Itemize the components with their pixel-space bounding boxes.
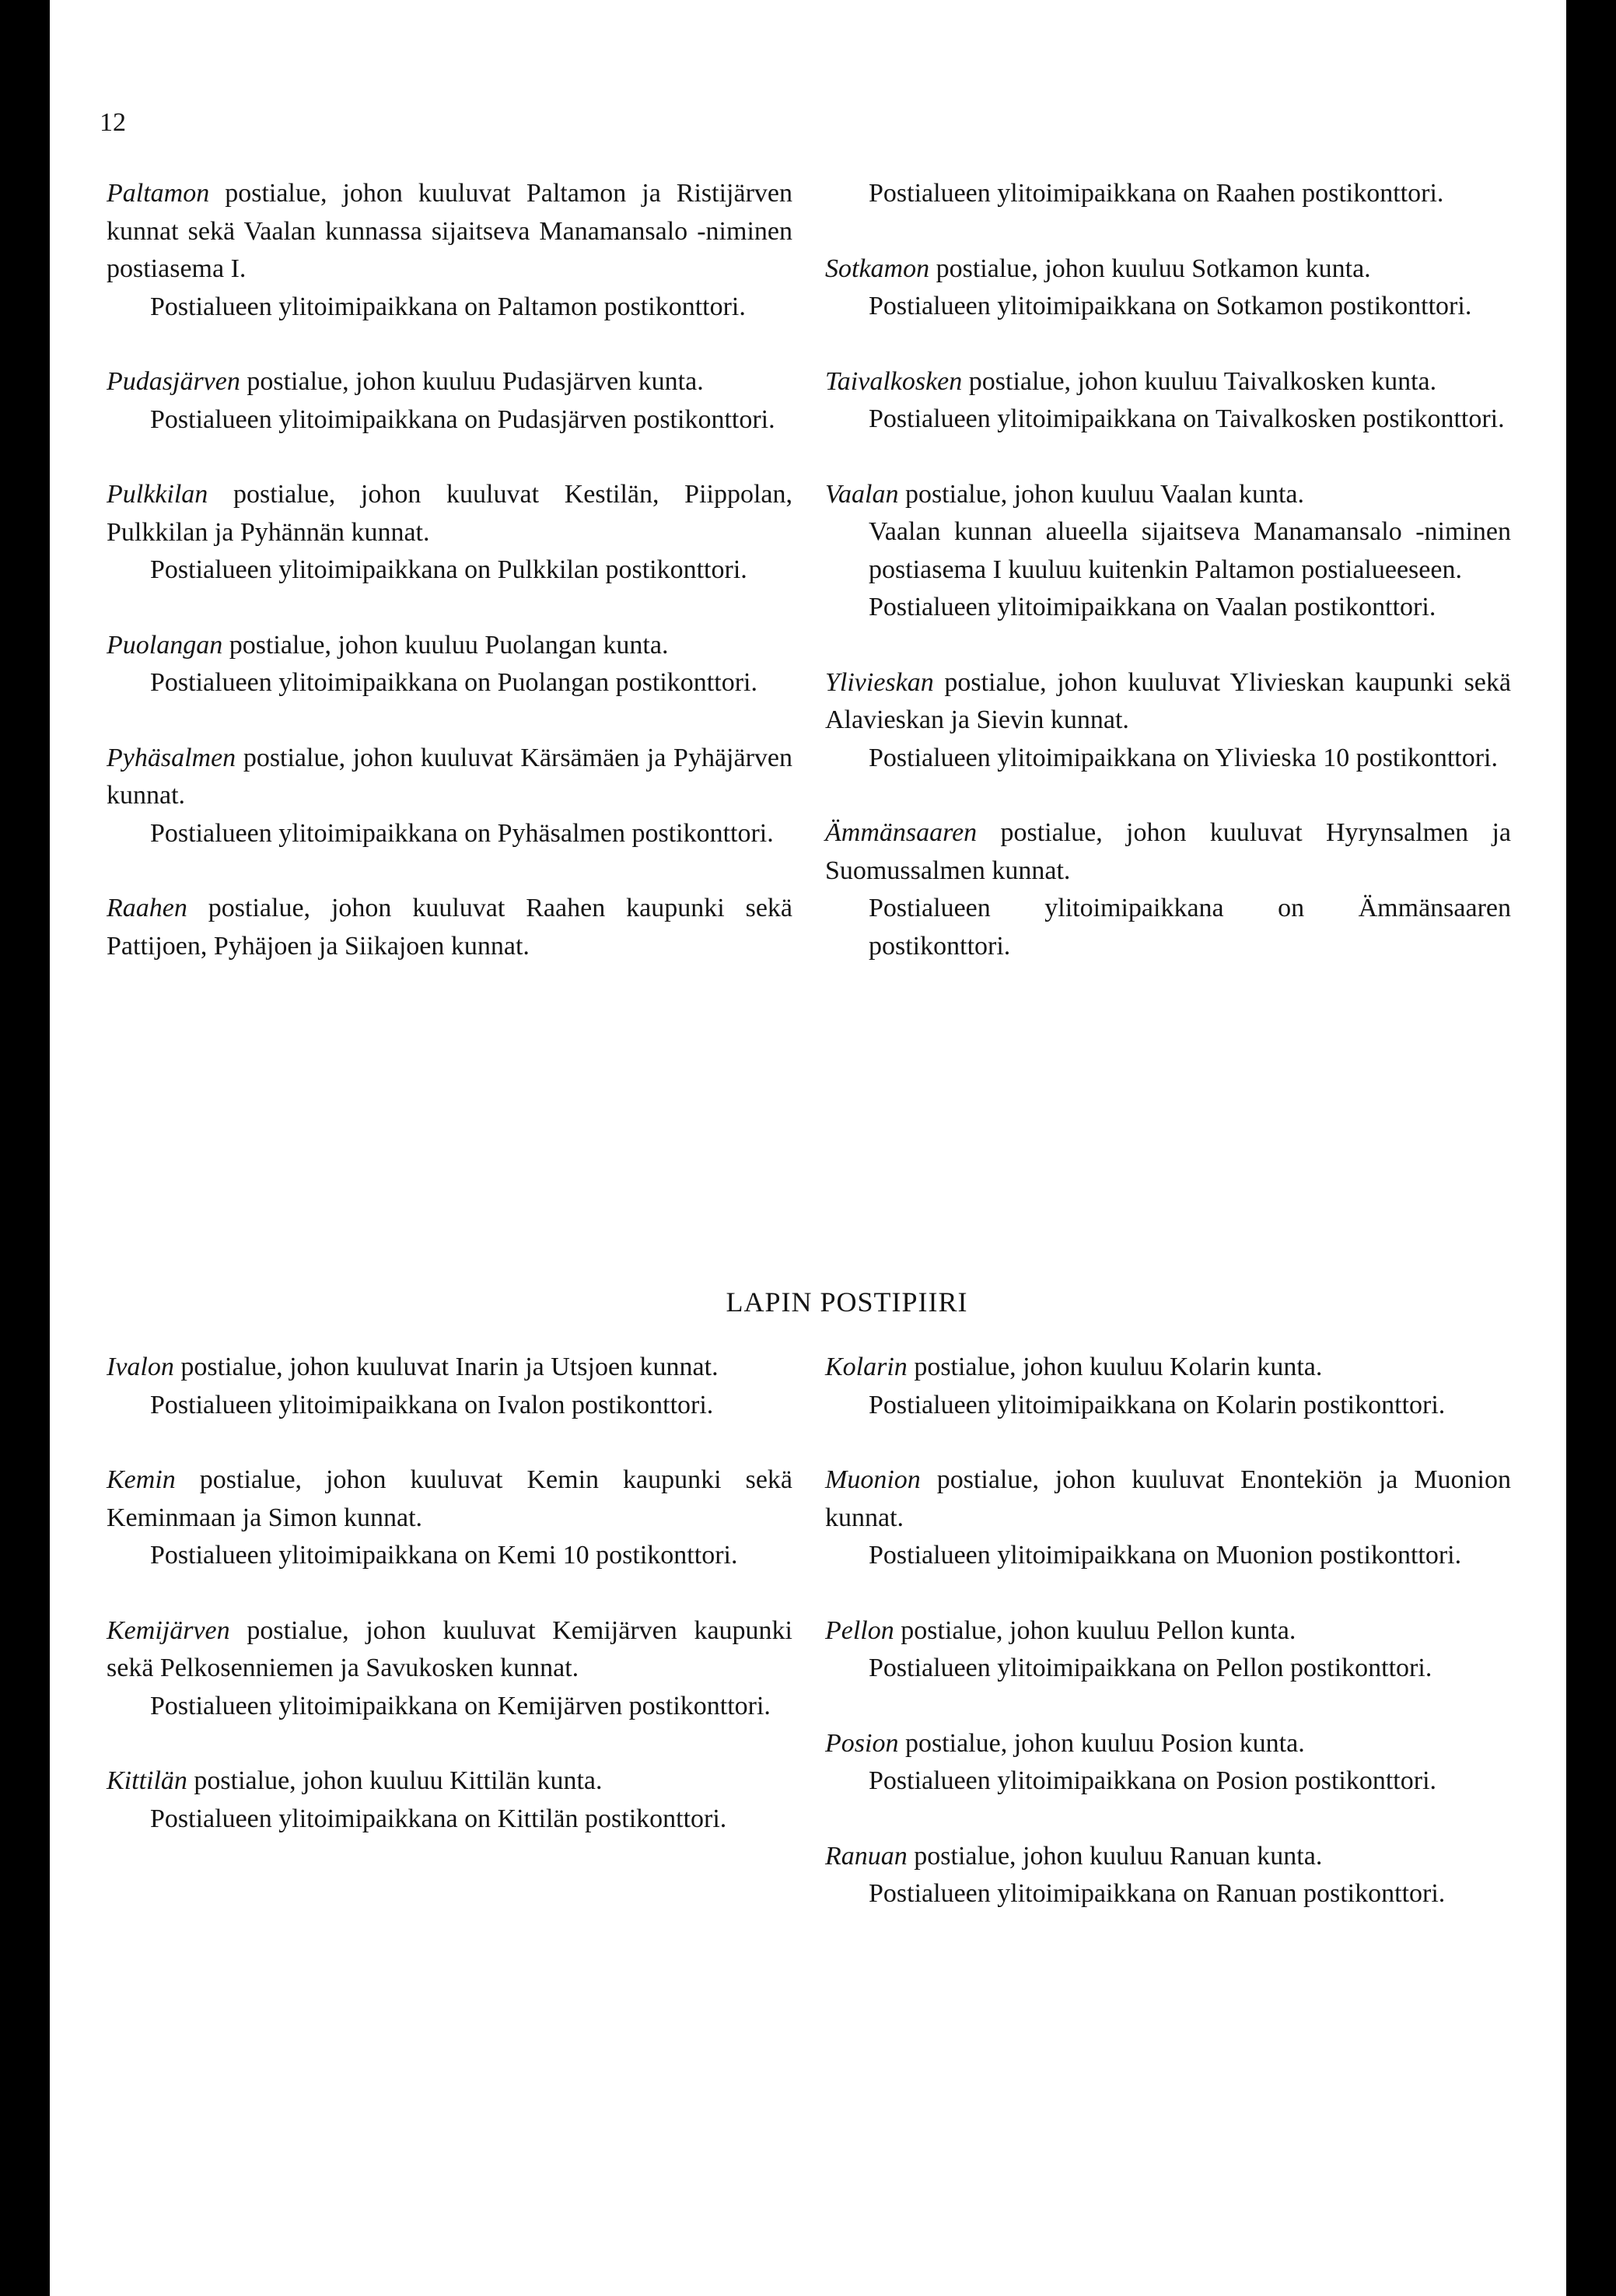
entry-name: Ivalon xyxy=(107,1353,174,1381)
entry-intro-text: postialue, johon kuuluu Posion kunta. xyxy=(904,1728,1305,1758)
entry-detail: Postialueen ylitoimipaikkana on Sotkamon postikonttori. xyxy=(869,292,1472,320)
entry-intro xyxy=(107,890,792,965)
entry-name: Ämmänsaaren xyxy=(825,818,978,847)
entry-detail: Postialueen ylitoimipaikkana on Paltamon postikonttori. xyxy=(150,292,746,321)
entry-name: Pudasjärven xyxy=(107,367,240,396)
column-top-left xyxy=(107,175,792,1003)
entry-puolangan xyxy=(107,627,792,702)
entry-intro-text: postialue, johon kuuluu Puolangan kunta. xyxy=(229,630,669,660)
entry-raahen xyxy=(107,890,792,965)
entry-intro xyxy=(825,250,1511,289)
column-bottom-left xyxy=(107,1349,792,1875)
entry-name: Posion xyxy=(825,1728,899,1758)
entry-detail: Postialueen ylitoimipaikkana on Pudasjärven postikonttori. xyxy=(150,404,775,434)
entry-detail: Postialueen ylitoimipaikkana on Taivalkosken postikonttori. xyxy=(869,404,1505,433)
entry-intro xyxy=(107,175,792,289)
entry-detail: Postialueen ylitoimipaikkana on Posion postikonttori. xyxy=(869,1766,1437,1795)
entry-detail: Postialueen ylitoimipaikkana on Pulkkilan postikonttori. xyxy=(150,555,747,584)
entry-intro-text: postialue, johon kuuluu Kolarin kunta. xyxy=(914,1353,1323,1381)
right-border-bar xyxy=(1566,0,1616,2296)
entry-intro-text: postialue, johon kuuluu Pudasjärven kunta. xyxy=(247,367,704,396)
entry-intro-text: postialue, johon kuuluu Taivalkosken kunta. xyxy=(968,366,1437,396)
entry-intro xyxy=(825,1461,1511,1537)
entry-muonion xyxy=(825,1461,1511,1575)
entry-name: Kittilän xyxy=(107,1766,187,1795)
entry-intro xyxy=(107,740,792,815)
entry-name: Sotkamon xyxy=(825,254,930,283)
entry-intro-text: postialue, johon kuuluvat Raahen kaupunki sekä Pattijoen, Pyhäjoen ja Siikajoen kunnat. xyxy=(107,894,793,961)
entry-pudasjarven xyxy=(107,363,792,439)
entry-kolarin xyxy=(825,1349,1511,1424)
left-border-bar xyxy=(0,0,50,2296)
entry-name: Kemijärven xyxy=(107,1615,230,1645)
entry-paltamon xyxy=(107,175,792,326)
entry-intro-text: postialue, johon kuuluvat Kestilän, Piippolan, Pulkkilan ja Pyhännän kunnat. xyxy=(107,480,793,547)
entry-intro-text: postialue, johon kuuluu Kittilän kunta. xyxy=(194,1766,603,1795)
entry-intro-text: postialue, johon kuuluu Ranuan kunta. xyxy=(914,1841,1323,1871)
entry-intro-text: postialue, johon kuuluu Vaalan kunta. xyxy=(904,479,1305,509)
entry-intro xyxy=(107,363,792,401)
entry-intro xyxy=(107,1612,792,1688)
entry-name: Ranuan xyxy=(825,1841,908,1871)
entry-detail: Postialueen ylitoimipaikkana on Ranuan postikonttori. xyxy=(869,1879,1446,1908)
entry-detail: Postialueen ylitoimipaikkana on Ivalon postikonttori. xyxy=(150,1390,714,1419)
entry-name: Raahen xyxy=(107,894,187,922)
entry-intro xyxy=(825,476,1511,514)
entry-detail: Postialueen ylitoimipaikkana on Pellon postikonttori. xyxy=(869,1654,1432,1682)
section-heading: LAPIN POSTIPIIRI xyxy=(726,1286,968,1318)
entry-intro xyxy=(825,1838,1511,1876)
entry-posion xyxy=(825,1725,1511,1801)
entry-detail: Postialueen ylitoimipaikkana on Kemijärven postikonttori. xyxy=(150,1691,771,1720)
entry-detail: Postialueen ylitoimipaikkana on Pyhäsalmen postikonttori. xyxy=(150,818,774,848)
entry-name: Muonion xyxy=(825,1465,921,1494)
entry-name: Puolangan xyxy=(107,630,223,660)
entry-intro-text: postialue, johon kuuluvat Paltamon ja Ristijärven kunnat sekä Vaalan kunnassa sijaitseva Manamansalo -niminen postiasema I. xyxy=(107,179,793,283)
entry-detail: Postialueen ylitoimipaikkana on Ämmänsaaren postikonttori. xyxy=(869,894,1511,961)
entry-intro xyxy=(107,1461,792,1537)
entry-detail: Vaalan kunnan alueella sijaitseva Manamansalo -niminen postiasema I kuuluu kuitenkin Paltamon postialueeseen. xyxy=(869,517,1511,584)
entry-kittilan xyxy=(107,1762,792,1838)
entry-detail: Postialueen ylitoimipaikkana on Raahen postikonttori. xyxy=(869,179,1444,208)
entry-detail: Postialueen ylitoimipaikkana on Puolangan postikonttori. xyxy=(150,668,757,697)
entry-raahen-continued xyxy=(825,175,1511,213)
entry-vaalan xyxy=(825,476,1511,627)
entry-intro xyxy=(825,1349,1511,1387)
entry-intro-text: postialue, johon kuuluvat Kemijärven kaupunki sekä Pelkosenniemen ja Savukosken kunnat. xyxy=(107,1615,792,1682)
entry-ranuan xyxy=(825,1838,1511,1913)
entry-name: Pyhäsalmen xyxy=(107,743,236,772)
entry-name: Pulkkilan xyxy=(107,480,208,509)
column-top-right xyxy=(825,175,1511,1003)
entry-sotkamon xyxy=(825,250,1511,326)
entry-intro-text: postialue, johon kuuluvat Ylivieskan kaupunki sekä Alavieskan ja Sievin kunnat. xyxy=(825,667,1511,734)
entry-intro xyxy=(107,627,792,665)
entry-intro xyxy=(825,363,1511,401)
entry-intro xyxy=(825,1725,1511,1763)
entry-kemin xyxy=(107,1461,792,1575)
entry-intro xyxy=(825,1612,1511,1650)
entry-name: Taivalkosken xyxy=(825,366,963,396)
entry-kemijarven xyxy=(107,1612,792,1726)
entry-pulkkilan xyxy=(107,476,792,590)
entry-intro-text: postialue, johon kuuluu Pellon kunta. xyxy=(901,1615,1296,1645)
entry-intro-text: postialue, johon kuuluvat Kärsämäen ja Pyhäjärven kunnat. xyxy=(107,743,792,810)
entry-intro-text: postialue, johon kuuluvat Hyrynsalmen ja Suomussalmen kunnat. xyxy=(825,818,1512,885)
entry-name: Pellon xyxy=(825,1615,894,1645)
entry-intro-text: postialue, johon kuuluvat Kemin kaupunki sekä Keminmaan ja Simon kunnat. xyxy=(107,1465,793,1532)
entry-detail: Postialueen ylitoimipaikkana on Kittilän postikonttori. xyxy=(150,1804,727,1833)
entry-name: Vaalan xyxy=(825,479,899,509)
entry-ylivieskan xyxy=(825,664,1511,778)
entry-pellon xyxy=(825,1612,1511,1688)
entry-intro xyxy=(107,1762,792,1801)
entry-detail: Postialueen ylitoimipaikkana on Kemi 10 postikonttori. xyxy=(150,1541,738,1570)
entry-intro-text: postialue, johon kuuluu Sotkamon kunta. xyxy=(936,254,1371,283)
entry-name: Kemin xyxy=(107,1465,176,1494)
entry-name: Paltamon xyxy=(107,179,210,208)
column-bottom-right xyxy=(825,1349,1511,1951)
entry-pyhasalmen xyxy=(107,740,792,853)
entry-ammansaaren xyxy=(825,814,1511,965)
entry-detail-secondary: Postialueen ylitoimipaikkana on Vaalan postikonttori. xyxy=(869,593,1436,621)
entry-name: Ylivieskan xyxy=(825,667,934,697)
entry-detail: Postialueen ylitoimipaikkana on Kolarin postikonttori. xyxy=(869,1390,1446,1419)
entry-intro xyxy=(107,476,792,551)
page-number: 12 xyxy=(100,108,126,137)
entry-taivalkosken xyxy=(825,363,1511,439)
entry-intro-text: postialue, johon kuuluvat Inarin ja Utsjoen kunnat. xyxy=(180,1353,719,1381)
entry-intro-text: postialue, johon kuuluvat Enontekiön ja Muonion kunnat. xyxy=(825,1465,1512,1532)
entry-intro xyxy=(107,1349,792,1387)
entry-detail: Postialueen ylitoimipaikkana on Muonion postikonttori. xyxy=(869,1541,1462,1570)
entry-name: Kolarin xyxy=(825,1353,908,1381)
entry-detail: Postialueen ylitoimipaikkana on Ylivieska 10 postikonttori. xyxy=(869,743,1498,772)
entry-intro xyxy=(825,664,1511,740)
entry-intro xyxy=(825,814,1511,890)
entry-ivalon xyxy=(107,1349,792,1424)
